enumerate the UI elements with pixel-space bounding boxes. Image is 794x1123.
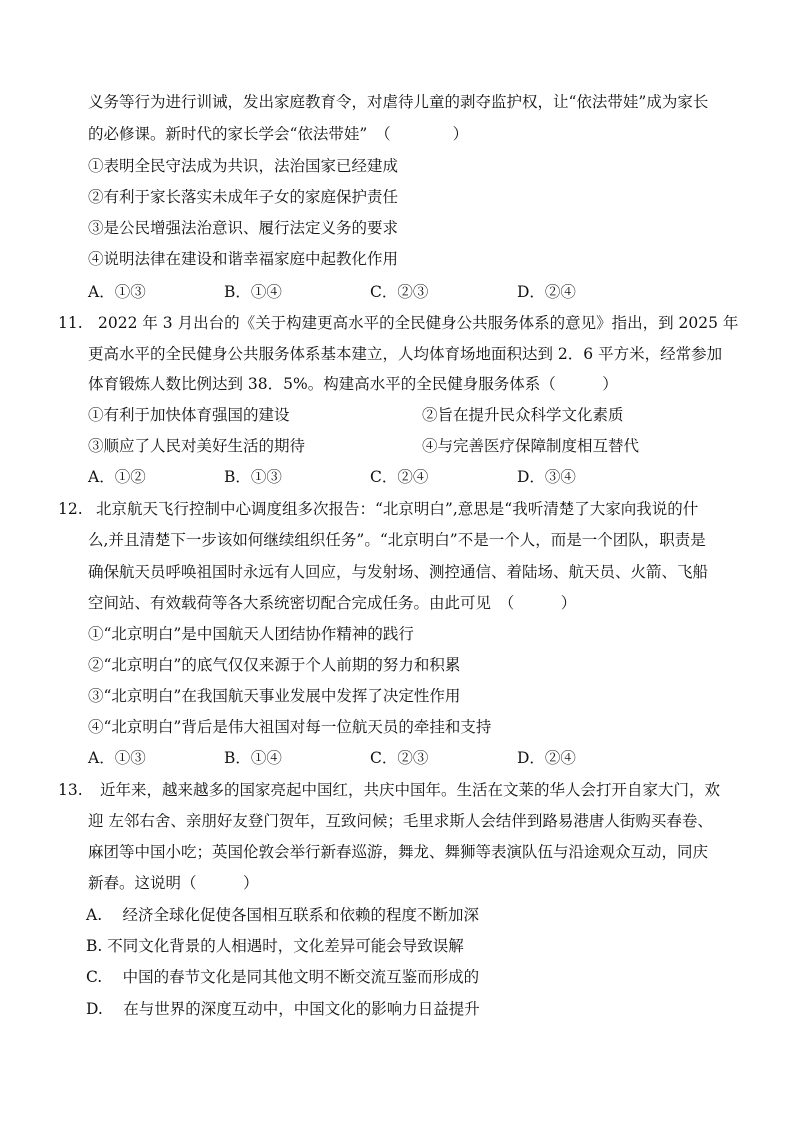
q12-stem-line-4: 空间站、有效载荷等各大系统密切配合完成任务。由此可见 （ ） [88,594,577,612]
q11-statement-3: ③顺应了人民对美好生活的期待 [88,437,306,455]
q11-statement-1: ①有利于加快体育强国的建设 [88,406,290,424]
q11-option-c: C．②④ [370,468,429,486]
q10-option-b: B．①④ [224,283,282,301]
q13-choice-a: A. 经济全球化促使各国相互联系和依赖的程度不断加深 [86,906,480,924]
q11-number: 11. [58,314,83,332]
q12-stem-line-2: 么,并且清楚下一步该如何继续组织任务”。“北京明白”不是一个人，而是一个团队，职责是 [88,531,706,549]
q13-stem-line-2: 迎 左邻右舍、亲朋好友登门贺年，互致问候；毛里求斯人会结伴到路易港唐人街购买春卷、 [88,812,713,830]
q10-statement-4: ④说明法律在建设和谐幸福家庭中起教化作用 [88,250,399,268]
q11-statement-4: ④与完善医疗保障制度相互替代 [422,437,640,455]
q12-number: 12. [58,500,83,518]
q11-statement-2: ②旨在提升民众科学文化素质 [422,406,624,424]
q10-stem-line-1: 义务等行为进行训诫，发出家庭教育令，对虐待儿童的剥夺监护权，让“依法带娃”成为家长 [88,93,709,111]
q10-option-d: D．②④ [517,283,576,301]
q13-stem-line-3: 麻团等中国小吃；英国伦敦会举行新春巡游，舞龙、舞狮等表演队伍与沿途观众互动，同庆 [88,843,709,861]
q10-stem-line-2: 的必修课。新时代的家长学会“依法带娃” （ ） [88,125,469,143]
q11-stem-line-3: 体育锻炼人数比例达到 38．5%。构建高水平的全民健身服务体系（ ） [88,375,618,393]
q13-stem-line-4: 新春。这说明（ ） [88,874,259,892]
q10-statement-1: ①表明全民守法成为共识，法治国家已经建成 [88,157,399,175]
q13-stem-line-1: 近年来，越来越多的国家亮起中国红，共庆中国年。生活在文莱的华人会打开自家大门，欢 [100,781,721,799]
q13-choice-d: D. 在与世界的深度互动中，中国文化的影响力日益提升 [86,1000,480,1018]
q12-statement-3: ③“北京明白”在我国航天事业发展中发挥了决定性作用 [88,687,461,705]
q10-option-a: A．①③ [88,283,146,301]
q13-choice-c: C. 中国的春节文化是同其他文明不断交流互鉴而形成的 [86,968,480,986]
q12-option-a: A．①③ [88,749,146,767]
q10-statement-3: ③是公民增强法治意识、履行法定义务的要求 [88,219,399,237]
q12-option-c: C．②③ [370,749,429,767]
q13-choice-b: B. 不同文化背景的人相遇时，文化差异可能会导致误解 [86,937,464,955]
q13-number: 13. [58,781,83,799]
q11-option-a: A．①② [88,468,146,486]
q12-statement-4: ④“北京明白”背后是伟大祖国对每一位航天员的牵挂和支持 [88,718,492,736]
q10-option-c: C．②③ [370,283,429,301]
q11-stem-line-1: 2022 年 3 月出台的《关于构建更高水平的全民健身公共服务体系的意见》指出，到 2025 年 [98,314,739,332]
q10-statement-2: ②有利于家长落实未成年子女的家庭保护责任 [88,188,399,206]
q12-option-d: D．②④ [517,749,576,767]
q12-statement-2: ②“北京明白”的底气仅仅来源于个人前期的努力和积累 [88,656,461,674]
q12-stem-line-3: 确保航天员呼唤祖国时永远有人回应，与发射场、测控通信、着陆场、航天员、火箭、飞船 [88,563,709,581]
q12-option-b: B．①④ [224,749,282,767]
q11-option-d: D．③④ [517,468,576,486]
q12-stem-line-1: 北京航天飞行控制中心调度组多次报告：“北京明白”,意思是“我听清楚了大家向我说的什 [96,500,699,518]
q11-stem-line-2: 更高水平的全民健身公共服务体系基本建立，人均体育场地面积达到 2．6 平方米，经常参加 [88,345,723,363]
q11-option-b: B．①③ [224,468,282,486]
q12-statement-1: ①“北京明白”是中国航天人团结协作精神的践行 [88,625,414,643]
